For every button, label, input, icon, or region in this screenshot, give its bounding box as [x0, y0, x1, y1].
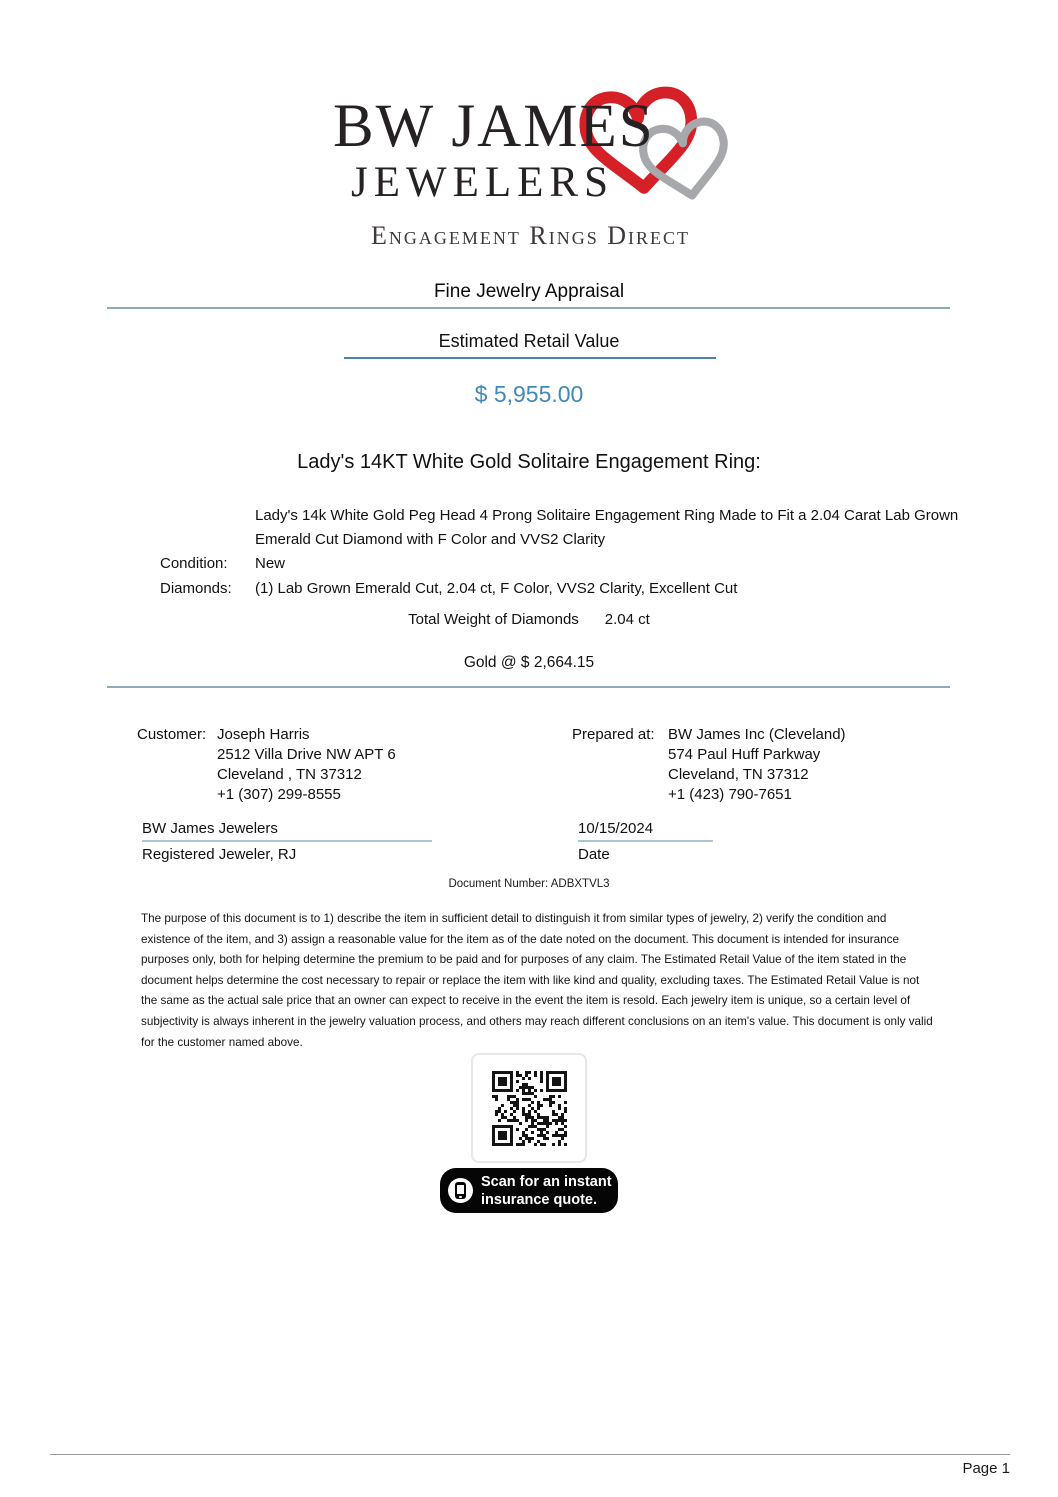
prepared-at-name: BW James Inc (Cleveland)	[668, 726, 846, 743]
scan-badge-label: Scan for an instant insurance quote.	[481, 1173, 612, 1208]
divider-top	[107, 307, 950, 309]
scan-badge	[440, 1168, 618, 1213]
estimated-retail-value-label: Estimated Retail Value	[438, 331, 620, 351]
condition-value: New	[255, 555, 286, 572]
item-heading: Lady's 14KT White Gold Solitaire Engagement Ring:	[297, 451, 761, 473]
estimated-retail-value-underline	[344, 357, 716, 359]
condition-label: Condition:	[160, 555, 228, 572]
diamonds-value: (1) Lab Grown Emerald Cut, 2.04 ct, F Color, VVS2 Clarity, Excellent Cut	[255, 580, 738, 597]
total-weight-row	[0, 611, 1058, 628]
document-number-value: ADBXTVL3	[550, 878, 610, 890]
total-weight-value: 2.04 ct	[604, 611, 650, 628]
phone-icon	[448, 1178, 473, 1203]
prepared-at-block	[572, 725, 846, 805]
document-title: Fine Jewelry Appraisal	[433, 281, 625, 302]
appraisal-date: 10/15/2024	[578, 820, 713, 842]
qr-code-card	[471, 1053, 587, 1163]
disclaimer-text: The purpose of this document is to 1) describe the item in sufficient detail to distinguish it from similar types of jewelry, 2) verify the condition and existence of the item, and 3) assign a reasonable value for the item as of the date noted on the document. This document is intended for insurance purposes only, both for helping determine the premium to be paid and for purposes of any claim. The Estimated Retail Value of the item stated in the document helps determine the cost necessary to repair or replace the item with like kind and quality, excluding taxes. The Estimated Retail Value is not the same as the actual sale price that an owner can expect to receive in the event the item is resold. Each jewelry item is unique, so a certain level of subjectivity is always inherent in the jewelry valuation process, and others may reach different conclusions on an item's value. This document is only valid for the customer named above.	[141, 912, 933, 1049]
item-description: Lady's 14k White Gold Peg Head 4 Prong Solitaire Engagement Ring Made to Fit a 2.04 Carat Lab Grown Emerald Cut Diamond with F Color and VVS2 Clarity	[255, 507, 959, 548]
divider-middle	[107, 686, 950, 688]
jeweler-title: Registered Jeweler, RJ	[142, 846, 297, 863]
document-number-row	[0, 878, 1058, 890]
page-number: Page 1	[962, 1460, 1010, 1477]
gold-price-line: Gold @ $ 2,664.15	[463, 654, 595, 671]
date-label: Date	[578, 846, 610, 863]
customer-block	[137, 725, 396, 805]
logo-wordmark-line1: BW JAMES	[333, 93, 655, 160]
document-number-label: Document Number:	[448, 878, 549, 890]
customer-address1: 2512 Villa Drive NW APT 6	[217, 746, 396, 763]
prepared-at-label: Prepared at:	[572, 726, 655, 743]
logo-wordmark-line2: JEWELERS	[351, 159, 614, 206]
prepared-at-address1: 574 Paul Huff Parkway	[668, 746, 821, 763]
jeweler-signature: BW James Jewelers	[142, 820, 432, 842]
footer-divider	[50, 1454, 1010, 1455]
customer-phone: +1 (307) 299-8555	[217, 786, 341, 803]
prepared-at-address2: Cleveland, TN 37312	[668, 766, 809, 783]
prepared-at-phone: +1 (423) 790-7651	[668, 786, 792, 803]
qr-code	[492, 1071, 567, 1146]
estimated-retail-value-amount: $ 5,955.00	[474, 381, 584, 407]
total-weight-label: Total Weight of Diamonds	[408, 611, 579, 628]
customer-label: Customer:	[137, 726, 207, 743]
customer-address2: Cleveland , TN 37312	[217, 766, 362, 783]
diamonds-label: Diamonds:	[160, 580, 232, 597]
customer-name: Joseph Harris	[217, 726, 310, 743]
logo-tagline: Engagement Rings Direct	[371, 221, 690, 250]
